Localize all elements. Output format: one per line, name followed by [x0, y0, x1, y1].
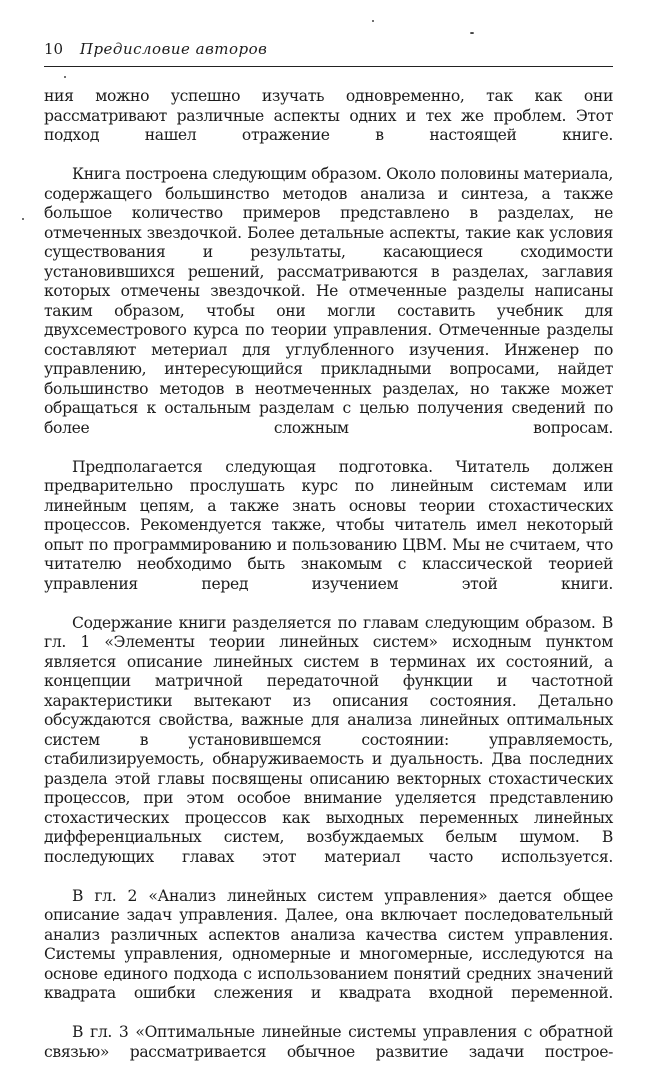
paragraph-1: ния можно успешно изучать одновременно, так как они рассматривают различные аспекты одних и тех же проблем. Этот подход нашел отражение в настоящей книге.	[44, 87, 613, 144]
scan-speck	[22, 218, 24, 220]
paragraph-3: Предполагается следующая подготовка. Читатель должен предварительно прослушать курс по линейным системам или линейным цепям, а также знать основы теории стохастических процессов. Рекомендуется также, чтобы читатель имел некоторый опыт по программированию и пользованию ЦВМ. Мы не считаем, что читателю необходимо быть знакомым с классической теорией управления перед изучением этой книги.	[44, 457, 613, 593]
scan-speck	[64, 76, 66, 78]
scan-speck	[470, 32, 474, 34]
paragraph-4: Содержание книги разделяется по главам следующим образом. В гл. 1 «Элементы теории линейных систем» исходным пунктом является описание линейных систем в терминах их состояний, а концепции матричной передаточной функции и частотной характеристики вытекают из описания состояния. Детально обсуждаются свойства, важные для анализа линейных оптимальных систем в установившемся состоянии: управляемость, стабилизируемость, обнаруживаемость и дуальность. Два последних раздела этой главы посвящены описанию векторных стохастических процессов, при этом особое внимание уделяется представлению стохастических процессов как выходных переменных линейных дифференциальных систем, возбуждаемых белым шумом. В последующих главах этот материал часто используется.	[44, 613, 613, 866]
running-head	[44, 38, 614, 60]
paragraph-5: В гл. 2 «Анализ линейных систем управления» дается общее описание задач управления. Далее, она включает последовательный анализ различных аспектов анализа качества систем управления. Системы управления, одномерные и многомерные, исследуются на основе единого подхода с использованием понятий средних значений квадрата ошибки слежения и квадрата входной переменной.	[44, 886, 613, 1002]
paragraph-2: Книга построена следующим образом. Около половины материала, содержащего большинство методов анализа и синтеза, а также большое количество примеров представлено в разделах, не отмеченных звездочкой. Более детальные аспекты, такие как условия существования и результаты, касающиеся сходимости установившихся решений, рассматриваются в разделах, заглавия которых отмечены звездочкой. Не отмеченные разделы написаны таким образом, чтобы они могли составить учебник для двухсеместрового курса по теории управления. Отмеченные разделы составляют метериал для углубленного изучения. Инженер по управлению, интересующийся прикладными вопросами, найдет большинство методов в неотмеченных разделах, но также может обращаться к остальным разделам с целью получения сведений по более сложным вопросам.	[44, 165, 613, 437]
running-title: Предисловие авторов	[79, 40, 268, 58]
paragraph-6: В гл. 3 «Оптимальные линейные системы управления с обратной связью» рассматривается обычное развитие задачи построе-	[44, 1023, 613, 1061]
scan-speck	[372, 20, 374, 22]
page-number: 10	[44, 40, 64, 58]
header-rule	[44, 66, 613, 67]
body-text	[44, 87, 613, 1082]
